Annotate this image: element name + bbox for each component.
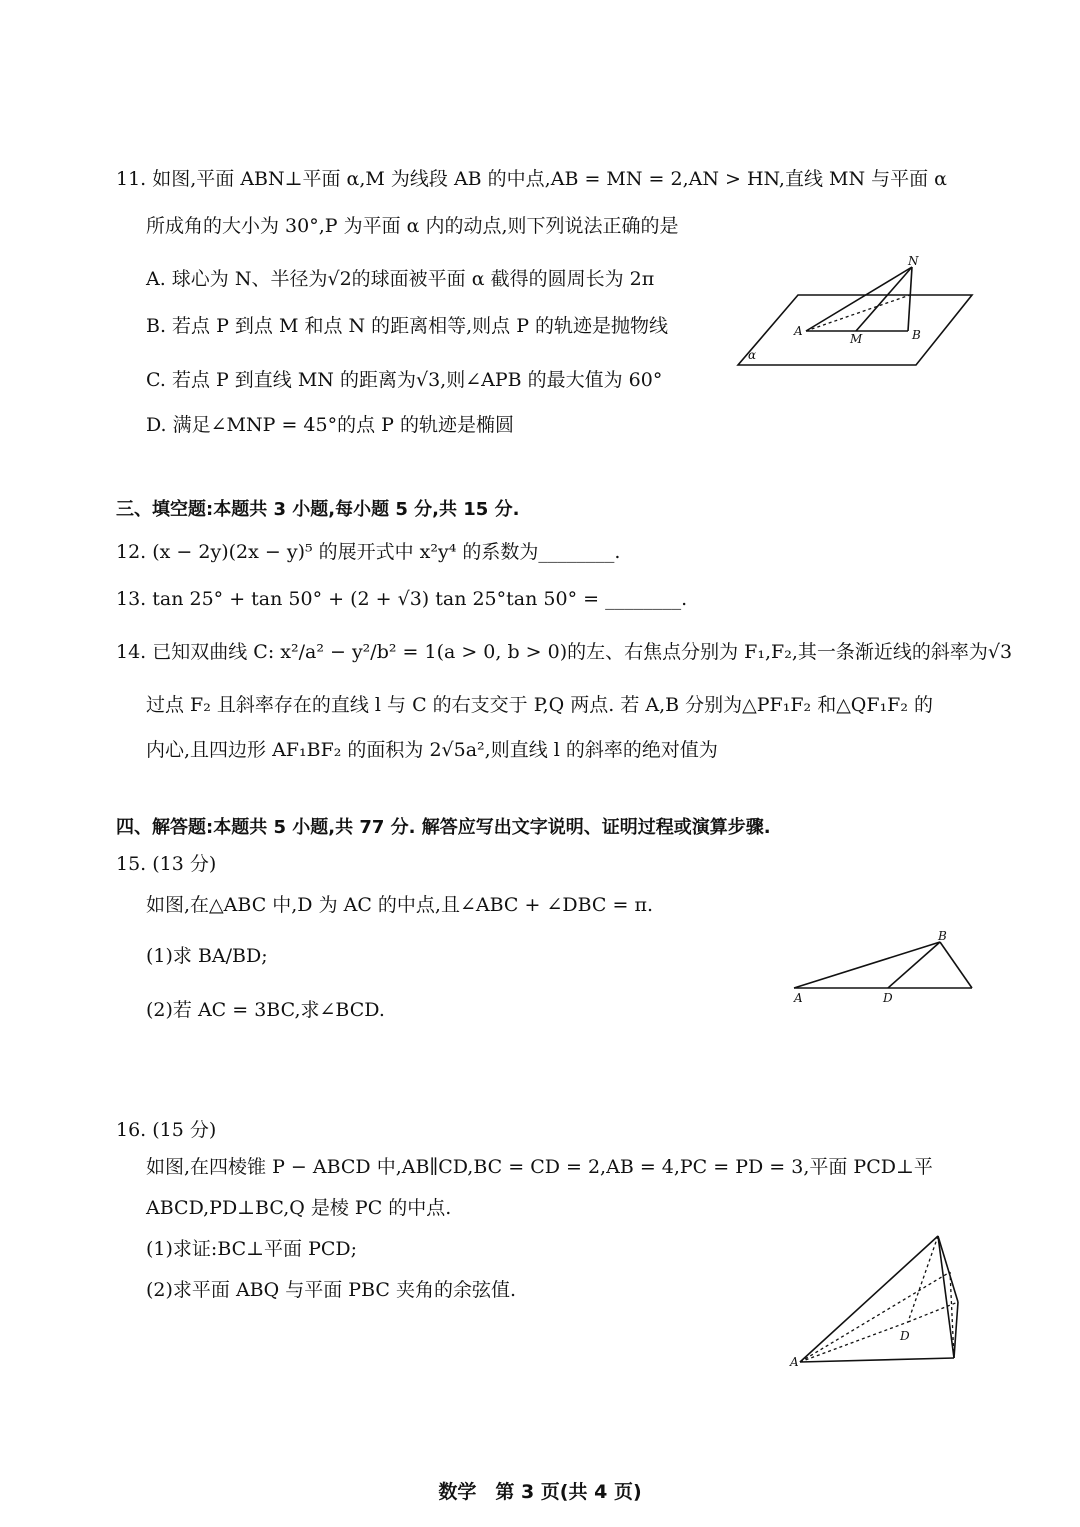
label-A: A [794,324,803,338]
label-A: A [794,991,803,1005]
segment-AQ [800,1272,950,1362]
label-B: B [938,929,947,943]
label-D: D [900,1329,910,1343]
q16-pyramid-figure [786,1228,976,1368]
q11-option-d: D. 满足∠MNP = 45°的点 P 的轨迹是椭圆 [146,414,514,436]
edge-DC [908,1302,958,1322]
q14-line3: 内心,且四边形 AF₁BF₂ 的面积为 2√5a²,则直线 l 的斜率的绝对值为 [146,739,718,761]
q15-part2: (2)若 AC = 3BC,求∠BCD. [146,999,385,1021]
q11-option-a: A. 球心为 N、半径为√2的球面被平面 α 截得的圆周长为 2π [146,268,655,290]
segment-AB [794,942,940,988]
q14-line1: 14. 已知双曲线 C: x²/a² − y²/b² = 1(a > 0, b > 0)的左、右焦点分别为 F₁,F₂,其一条渐近线的斜率为√3 [116,641,1013,663]
edge-PA [800,1236,938,1362]
page-footer: 数学 第 3 页(共 4 页) [438,1481,642,1503]
label-alpha: α [748,348,757,362]
label-D: D [883,991,893,1005]
label-M: M [850,332,863,346]
segment-BC [940,942,972,988]
label-N: N [908,254,919,268]
segment-BD [888,942,940,988]
q15-title: 15. (13 分) [116,853,217,875]
segment-BN [908,267,912,331]
q11-option-b: B. 若点 P 到点 M 和点 N 的距离相等,则点 P 的轨迹是抛物线 [146,315,669,337]
q15-part1: (1)求 BA/BD; [146,945,268,967]
q16-part1: (1)求证:BC⊥平面 PCD; [146,1238,358,1260]
q16-part2: (2)求平面 ABQ 与平面 PBC 夹角的余弦值. [146,1279,517,1301]
q11-plane-figure [736,255,976,370]
edge-AB [800,1358,954,1362]
q16-title: 16. (15 分) [116,1119,217,1141]
q15-stem: 如图,在△ABC 中,D 为 AC 的中点,且∠ABC + ∠DBC = π. [146,894,653,916]
q11-option-c: C. 若点 P 到直线 MN 的距离为√3,则∠APB 的最大值为 60° [146,369,663,391]
q16-stem-line2: ABCD,PD⊥BC,Q 是棱 PC 的中点. [146,1197,452,1219]
q11-stem-line2: 所成角的大小为 30°,P 为平面 α 内的动点,则下列说法正确的是 [146,215,679,237]
label-A: A [790,1355,799,1369]
edge-AD [800,1322,908,1362]
q14-line2: 过点 F₂ 且斜率存在的直线 l 与 C 的右支交于 P,Q 两点. 若 A,B 分别为△PF₁F₂ 和△QF₁F₂ 的 [146,694,934,716]
q15-triangle-figure [790,928,980,1008]
section3-heading: 三、填空题:本题共 3 小题,每小题 5 分,共 15 分. [116,499,520,520]
segment-AN [806,267,912,331]
q12-text: 12. (x − 2y)(2x − y)⁵ 的展开式中 x²y⁴ 的系数为________. [116,541,621,563]
segment-MN [856,267,912,331]
q13-text: 13. tan 25° + tan 50° + (2 + √3) tan 25°tan 50° = ________. [116,588,688,610]
edge-PC [938,1236,958,1302]
q11-stem-line1: 11. 如图,平面 ABN⊥平面 α,M 为线段 AB 的中点,AB = MN = 2,AN > HN,直线 MN 与平面 α [116,168,948,190]
section4-heading: 四、解答题:本题共 5 小题,共 77 分. 解答应写出文字说明、证明过程或演算步骤. [116,817,771,838]
edge-BC [954,1302,958,1358]
q16-stem-line1: 如图,在四棱锥 P − ABCD 中,AB∥CD,BC = CD = 2,AB = 4,PC = PD = 3,平面 PCD⊥平 [146,1156,933,1178]
plane-alpha [738,295,972,365]
label-B: B [912,328,921,342]
